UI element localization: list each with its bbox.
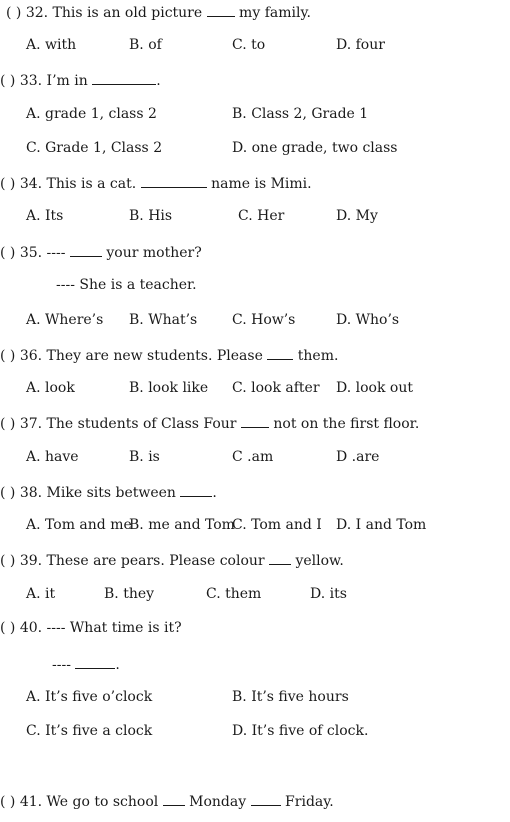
option-35-b: B. What’s xyxy=(129,312,198,328)
answer-blank xyxy=(75,656,115,669)
question-36-suffix: them. xyxy=(293,348,339,364)
answer-blank xyxy=(92,72,156,85)
option-40-a: A. It’s five o’clock xyxy=(26,689,153,705)
question-35 xyxy=(0,244,202,260)
option-32-a: A. with xyxy=(26,37,77,53)
option-36-b: B. look like xyxy=(129,380,209,396)
option-39-c: C. them xyxy=(206,586,262,602)
question-34 xyxy=(0,175,312,191)
answer-blank xyxy=(207,4,235,17)
question-40-text: ( ) 40. ---- What time is it? xyxy=(0,620,182,636)
option-37-d: D .are xyxy=(336,449,380,465)
option-33-b: B. Class 2, Grade 1 xyxy=(232,106,369,122)
option-32-d: D. four xyxy=(336,37,385,53)
option-34-c: C. Her xyxy=(238,208,285,224)
option-35-a: A. Where’s xyxy=(26,312,104,328)
question-37-suffix: not on the first floor. xyxy=(268,416,420,432)
question-40 xyxy=(0,621,182,635)
option-37-a: A. have xyxy=(26,449,79,465)
answer-blank xyxy=(70,244,102,257)
question-40-reply-dash: ---- xyxy=(52,657,76,673)
question-34-suffix: name is Mimi. xyxy=(206,176,312,192)
option-36-c: C. look after xyxy=(232,380,320,396)
option-36-a: A. look xyxy=(26,380,75,396)
option-34-b: B. His xyxy=(129,208,173,224)
question-39-text: ( ) 39. These are pears. Please colour xyxy=(0,553,270,569)
answer-blank xyxy=(267,347,293,360)
option-39-b: B. they xyxy=(104,586,155,602)
question-40-reply xyxy=(52,656,120,672)
question-32-suffix: my family. xyxy=(234,5,311,21)
option-35-c: C. How’s xyxy=(232,312,296,328)
question-35-text: ( ) 35. ---- xyxy=(0,245,70,261)
question-35-suffix: your mother? xyxy=(101,245,202,261)
question-38-suffix: . xyxy=(212,485,217,501)
answer-blank xyxy=(141,175,207,188)
answer-blank xyxy=(163,793,185,806)
question-41 xyxy=(0,793,334,809)
option-35-d: D. Who’s xyxy=(336,312,400,328)
question-33-text: ( ) 33. I’m in xyxy=(0,73,93,89)
question-34-text: ( ) 34. This is a cat. xyxy=(0,176,141,192)
answer-blank xyxy=(241,415,269,428)
question-32-text: ( ) 32. This is an old picture xyxy=(6,5,207,21)
question-37 xyxy=(0,415,419,431)
option-33-d: D. one grade, two class xyxy=(232,140,398,156)
question-39 xyxy=(0,552,344,568)
option-38-b: B. me and Tom xyxy=(129,517,235,533)
option-40-b: B. It’s five hours xyxy=(232,689,349,705)
question-33 xyxy=(0,72,161,88)
option-37-b: B. is xyxy=(129,449,160,465)
question-38-text: ( ) 38. Mike sits between xyxy=(0,485,181,501)
question-36-text: ( ) 36. They are new students. Please xyxy=(0,348,268,364)
question-39-suffix: yellow. xyxy=(291,553,344,569)
option-33-a: A. grade 1, class 2 xyxy=(26,106,157,122)
option-38-a: A. Tom and me xyxy=(26,517,132,533)
question-36 xyxy=(0,347,338,363)
option-38-c: C. Tom and I xyxy=(232,517,322,533)
option-32-c: C. to xyxy=(232,37,266,53)
question-40-reply-suffix: . xyxy=(115,657,120,673)
question-41-suffix: Friday. xyxy=(280,794,334,810)
option-39-d: D. its xyxy=(310,586,347,602)
option-34-a: A. Its xyxy=(26,208,64,224)
question-41-text: ( ) 41. We go to school xyxy=(0,794,163,810)
option-36-d: D. look out xyxy=(336,380,413,396)
option-38-d: D. I and Tom xyxy=(336,517,427,533)
question-41-mid: Monday xyxy=(184,794,251,810)
option-33-c: C. Grade 1, Class 2 xyxy=(26,140,163,156)
option-34-d: D. My xyxy=(336,208,378,224)
answer-blank xyxy=(269,552,291,565)
answer-blank xyxy=(180,484,212,497)
question-37-text: ( ) 37. The students of Class Four xyxy=(0,416,241,432)
question-32 xyxy=(6,4,311,20)
answer-blank xyxy=(251,793,281,806)
question-33-suffix: . xyxy=(156,73,161,89)
question-38 xyxy=(0,484,217,500)
option-40-c: C. It’s five a clock xyxy=(26,723,153,739)
option-39-a: A. it xyxy=(26,586,56,602)
question-35-reply: ---- She is a teacher. xyxy=(56,277,197,293)
option-40-d: D. It’s five of clock. xyxy=(232,723,369,739)
option-32-b: B. of xyxy=(129,37,162,53)
option-37-c: C .am xyxy=(232,449,274,465)
